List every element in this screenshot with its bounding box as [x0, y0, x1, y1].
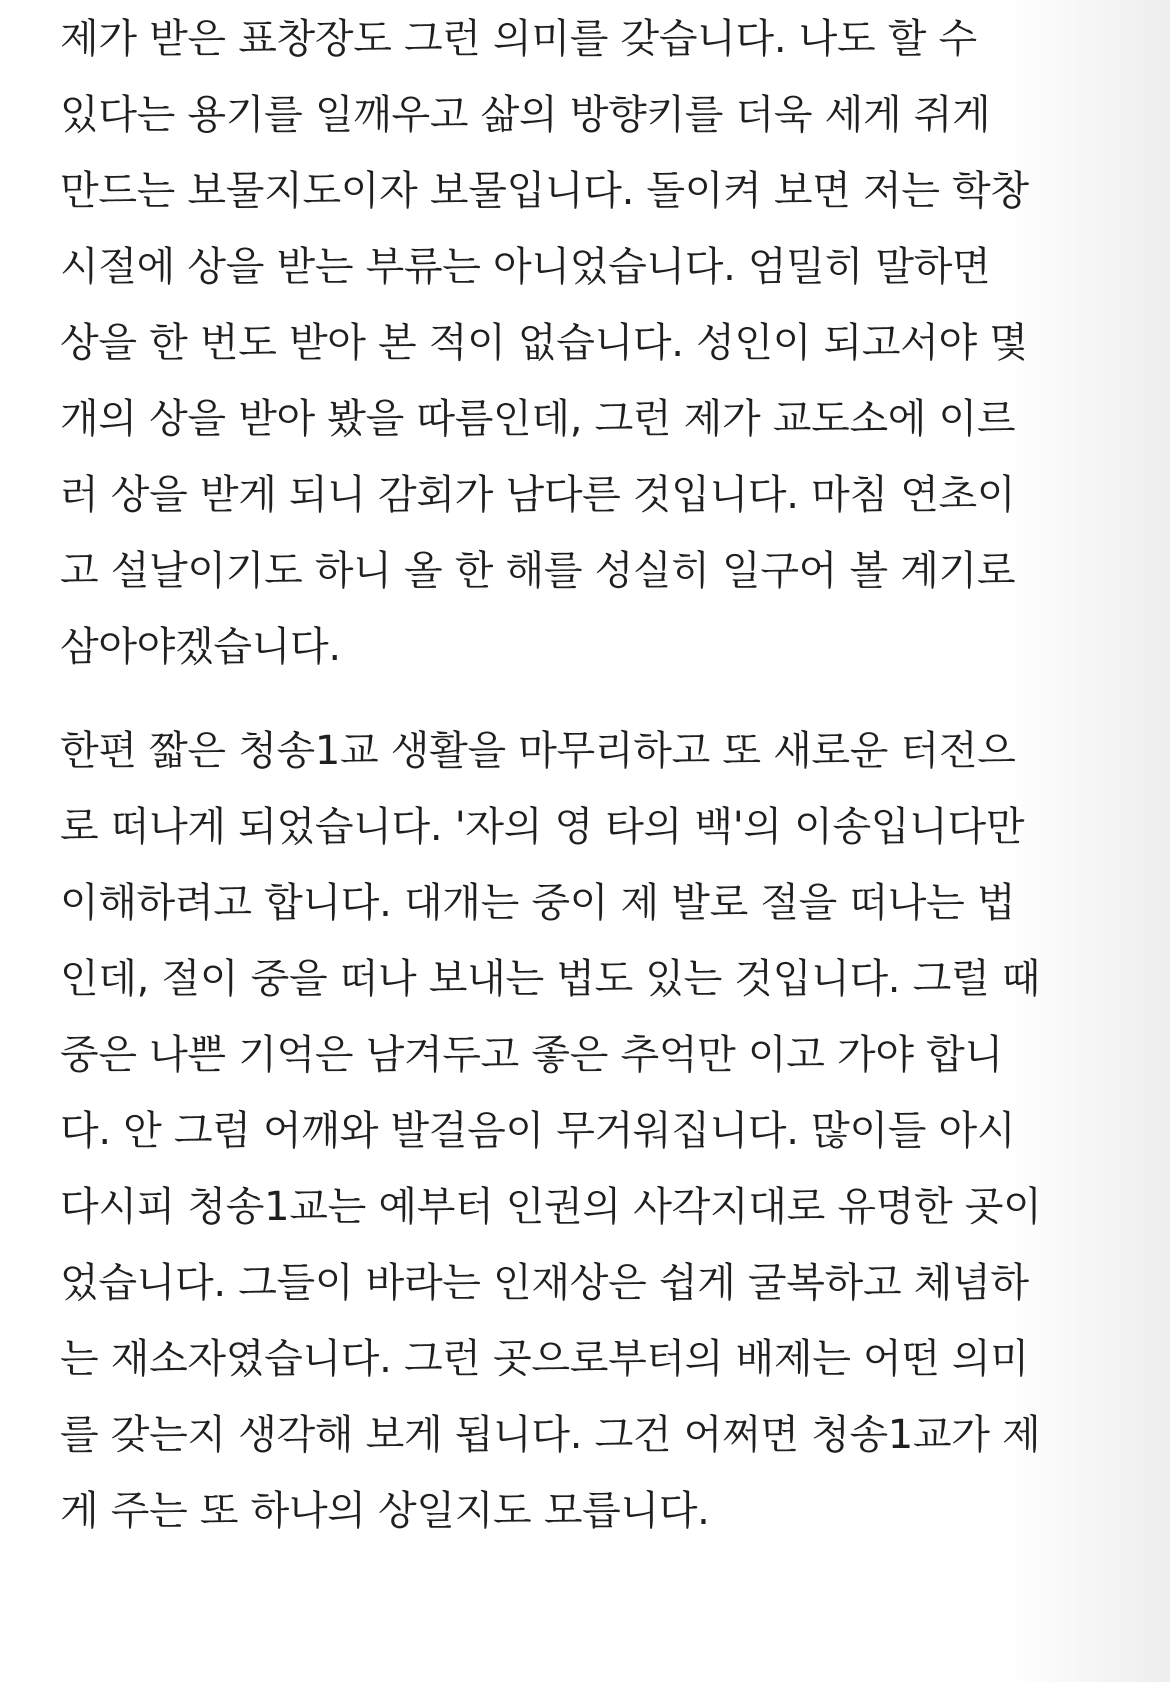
text-line: 있다는 용기를 일깨우고 삶의 방향키를 더욱 세게 쥐게	[60, 92, 991, 138]
text-line: 다시피 청송1교는 예부터 인권의 사각지대로 유명한 곳이	[60, 1184, 1042, 1230]
text-line: 었습니다. 그들이 바라는 인재상은 쉽게 굴복하고 체념하	[60, 1260, 1029, 1306]
text-line: 제가 받은 표창장도 그런 의미를 갖습니다. 나도 할 수	[60, 16, 977, 62]
text-line: 상을 한 번도 받아 본 적이 없습니다. 성인이 되고서야 몇	[60, 320, 1028, 366]
text-line: 한편 짧은 청송1교 생활을 마무리하고 또 새로운 터전으	[60, 728, 1016, 774]
text-line: 중은 나쁜 기억은 남겨두고 좋은 추억만 이고 가야 합니	[60, 1032, 1003, 1078]
text-line: 만드는 보물지도이자 보물입니다. 돌이켜 보면 저는 학창	[60, 168, 1029, 214]
text-line: 이해하려고 합니다. 대개는 중이 제 발로 절을 떠나는 법	[60, 880, 1016, 926]
text-line: 고 설날이기도 하니 올 한 해를 성실히 일구어 볼 계기로	[60, 548, 1016, 594]
text-line: 러 상을 받게 되니 감회가 남다른 것입니다. 마침 연초이	[60, 472, 1016, 518]
text-line: 는 재소자였습니다. 그런 곳으로부터의 배제는 어떤 의미	[60, 1336, 1029, 1382]
text-line: 시절에 상을 받는 부류는 아니었습니다. 엄밀히 말하면	[60, 244, 991, 290]
text-line: 로 떠나게 되었습니다. '자의 영 타의 백'의 이송입니다만	[60, 804, 1025, 850]
text-line: 게 주는 또 하나의 상일지도 모릅니다.	[60, 1488, 710, 1534]
text-line: 인데, 절이 중을 떠나 보내는 법도 있는 것입니다. 그럴 때	[60, 956, 1041, 1002]
text-line: 삼아야겠습니다.	[60, 624, 341, 670]
text-line: 개의 상을 받아 봤을 따름인데, 그런 제가 교도소에 이르	[60, 396, 1016, 442]
text-line: 다. 안 그럼 어깨와 발걸음이 무거워집니다. 많이들 아시	[60, 1108, 1016, 1154]
text-line: 를 갖는지 생각해 보게 됩니다. 그건 어쩌면 청송1교가 제	[60, 1412, 1041, 1458]
